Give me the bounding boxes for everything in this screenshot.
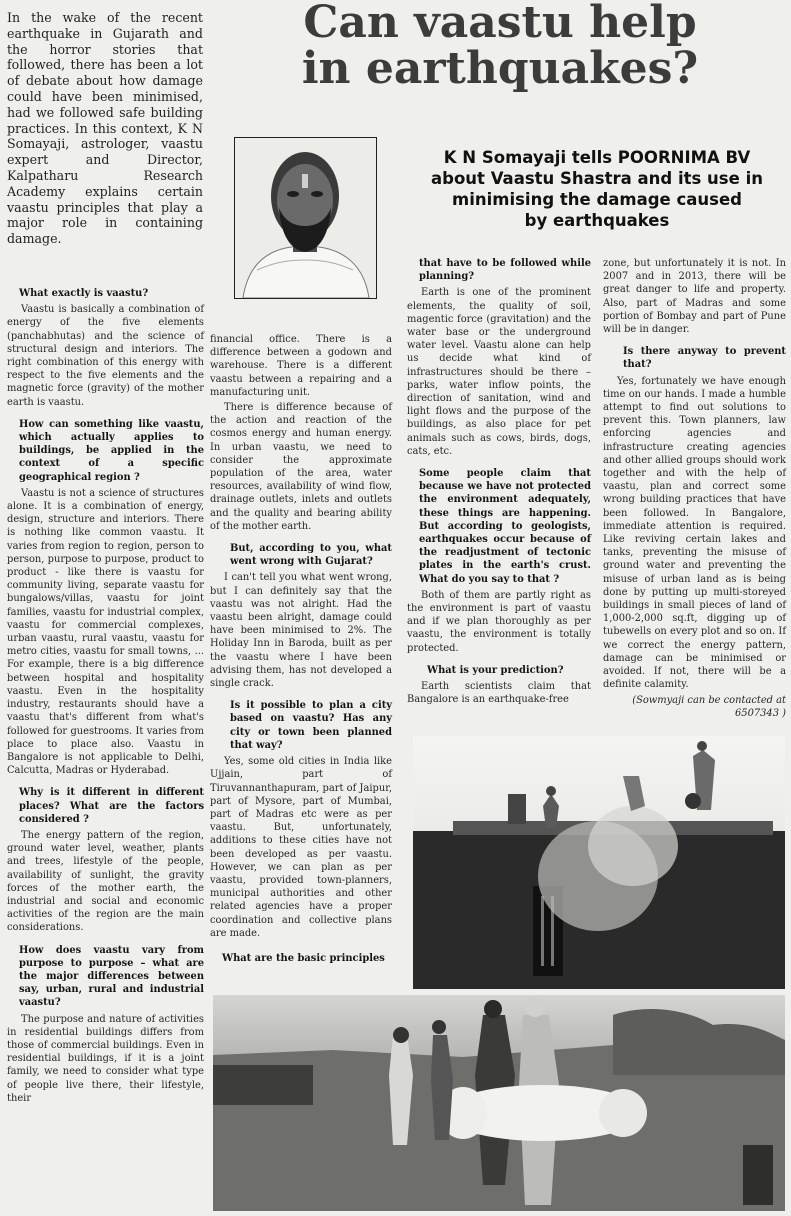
answer-paragraph: Earth scientists claim that Bangalore is an earthquake-free xyxy=(407,681,591,706)
demolition-photo xyxy=(413,736,785,989)
standfirst-line-2: about Vaastu Shastra and its use in xyxy=(431,169,763,188)
answer-paragraph: Earth is one of the prominent elements, the quality of soil, magentic force (gravitation) and the water base or the underground water level. Vaastu alone can help us decide what kind of infrastructures should be there – parks, water inflow points, the direction of sanitation, wind and light flows and the purpose of the buildings, as also place for pet animals such as cows, birds, dogs, cats, etc. xyxy=(407,287,591,457)
question-heading: Some people claim that because we have not protected the environment adequately, these things are happening. But according to geologists, earthquakes occur because of the readjustment of tectonic plates in the earth's crust. What do you say to that ? xyxy=(419,468,591,585)
question-heading: that have to be followed while planning? xyxy=(419,258,591,283)
answer-paragraph: The purpose and nature of activities in residential buildings differs from those of commercial buildings. Even in residential buildings, if it is a joint family, we need to consider what type of people live there, their lifestyle, their xyxy=(7,1013,204,1104)
question-heading: How can something like vaastu, which actually applies to buildings, be applied in the context of a specific geographical region ? xyxy=(19,418,204,483)
standfirst-line-4: by earthquakes xyxy=(524,211,670,230)
question-heading: But, according to you, what went wrong with Gujarat? xyxy=(230,543,392,568)
column-2 xyxy=(210,333,392,968)
body-paragraph: There is difference because of the action and reaction of the cosmos energy and human energy. In urban vaastu, we need to consider the approximate population of the area, water resources, availability of wind flow, drainage outlets, inlets and outlets and the quality and bearing ability of the mother earth. xyxy=(210,402,392,532)
question-heading: What is your prediction? xyxy=(427,664,564,676)
question-heading: How does vaastu vary from purpose to purpose – what are the major differences between say, urban, rural and industrial vaastu? xyxy=(19,944,204,1009)
question-heading: What are the basic principles xyxy=(222,952,385,964)
answer-paragraph: I can't tell you what went wrong, but I can definitely say that the vaastu was not alright. Had the vaastu been alright, damage could have been minimised to 2%. The Holiday Inn in Baroda, built as per the vaastu where I have been advising them, has not developed a single crack. xyxy=(210,572,392,690)
headline xyxy=(300,0,700,92)
standfirst xyxy=(408,147,786,231)
answer-paragraph: Vaastu is basically a combination of energy of the five elements (panchabhutas) and the science of structural design and interiors. The right combination of this energy with respect to the five elements and the magnetic force (gravity) of the mother earth is vaastu. xyxy=(7,304,204,408)
answer-paragraph: Yes, some old cities in India like Ujjain, part of Tiruvannanthapuram, part of Jaipur, part of Mysore, part of Mumbai, part of Madras etc were as per vaastu. But, unfortunately, additions to these cities have not been developed as per vaastu. However, we can plan as per vaastu, provided town-planners, municipal authorities and other related agencies have a proper coordination and collective plans are made. xyxy=(210,756,392,939)
intro-paragraph: In the wake of the recent earthquake in Gujarath and the horror stories that followed, there has been a lot of debate about how damage could have been minimised, had we followed safe building practices. In this context, K N Somayaji, astrologer, vaastu expert and Director, Kalpatharu Research Academy explains certain vaastu principles that play a major role in containing damage. xyxy=(7,10,203,247)
question-heading: Is there anyway to prevent that? xyxy=(623,346,786,371)
rescue-photo xyxy=(213,995,785,1211)
column-4 xyxy=(603,257,786,722)
column-3 xyxy=(407,257,591,709)
headline-line-1: Can vaastu help xyxy=(303,0,697,48)
question-heading: What exactly is vaastu? xyxy=(19,288,149,299)
contact-note: (Sowmyaji can be contacted at 6507343 ) xyxy=(632,694,786,719)
answer-paragraph: The energy pattern of the region, ground water level, weather, plants and trees, lifestyle of the people, availability of sunlight, the gravity forces of the mother earth, the industrial and social and economic activities of the region are the main considerations. xyxy=(7,829,204,934)
question-heading: Why is it different in different places? What are the factors considered ? xyxy=(19,787,204,825)
continued-paragraph: financial office. There is a difference between a godown and warehouse. There is a different vaastu between a repairing and a manufacturing unit. xyxy=(210,334,392,398)
standfirst-line-3: minimising the damage caused xyxy=(452,190,742,209)
answer-paragraph: Both of them are partly right as the environment is part of vaastu and if we plan thoroughly as per vaastu, the environment is totally protected. xyxy=(407,589,591,654)
standfirst-line-1: K N Somayaji tells POORNIMA BV xyxy=(443,148,751,167)
answer-paragraph: Vaastu is not a science of structures alone. It is a combination of energy, design, structure and interiors. There is nothing like common vaastu. It varies from region to region, person to person, purpose to purpose, product to product - like there is vaastu for community living, separate vaastu for bungalows/villas, vaastu for joint families, vaastu for industrial complex, vaastu for commercial complexes, urban vaastu, rural vaastu, vaastu for metro cities, vaastu for small towns, ... For example, there is a big difference between hospital and hospitality vaastu. Even in the hospitality industry, restaurants should have a vaastu that's different from what's followed for guestrooms. It varies from place to place also. Vaastu in Bangalore is not applicable to Delhi, Calcutta, Madras or Hyderabad. xyxy=(7,487,204,777)
headline-line-2: in earthquakes? xyxy=(301,43,699,94)
column-1 xyxy=(7,287,204,1107)
question-heading: Is it possible to plan a city based on vaastu? Has any city or town been planned that way? xyxy=(230,700,392,751)
continued-paragraph: zone, but unfortunately it is not. In 2007 and in 2013, there will be great danger to life and property. Also, part of Madras and some portion of Bombay and part of Pune will be in danger. xyxy=(603,258,786,336)
answer-paragraph: Yes, fortunately we have enough time on our hands. I made a humble attempt to find out solutions to prevent this. Town planners, law enforcing agencies and infrastructure creating agencies and other allied groups should work together and with the help of vaastu, plan and correct some wrong building practices that have been followed. In Bangalore, immediate attention is required. Like reviving certain lakes and tanks, preventing the misuse of ground water and preventing the misuse of urban land as is being done by putting up multi-storeyed buildings in small pieces of land of 1,000-2,000 sq.ft, digging up of tubewells on every plot and so on. If we correct the energy pattern, damage can be minimised or avoided. If not, there will be a definite calamity. xyxy=(603,375,786,691)
author-portrait-photo xyxy=(234,137,377,299)
